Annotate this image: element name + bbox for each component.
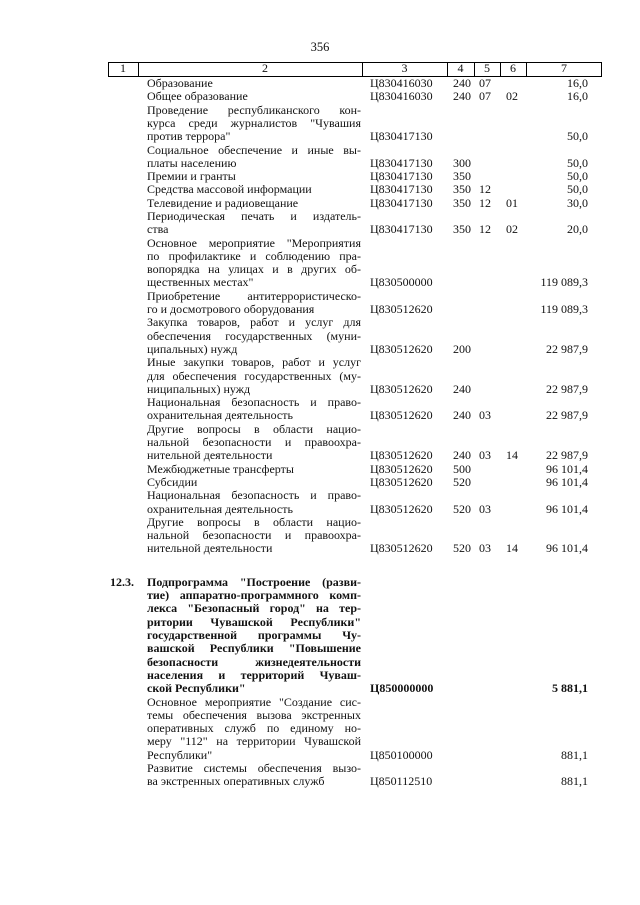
- row-expense-group: 240: [453, 448, 471, 463]
- table-row: [0, 476, 640, 489]
- row-name: [147, 696, 361, 762]
- row-name: [147, 237, 361, 290]
- row-name-line: лекса "Безопасный город" на тер-: [147, 601, 361, 616]
- table-row: [0, 290, 640, 317]
- row-expense-group: 240: [453, 408, 471, 423]
- row-name-line: Иные закупки товаров, работ и услуг: [147, 355, 361, 370]
- row-code: Ц830512620: [370, 381, 433, 396]
- table-row: [0, 210, 640, 237]
- row-amount: 30,0: [567, 195, 588, 210]
- row-amount: 50,0: [567, 169, 588, 184]
- row-amount: 50,0: [567, 155, 588, 170]
- row-section: 12: [479, 195, 491, 210]
- row-name: [147, 104, 361, 144]
- row-name-line: Национальная безопасность и право-: [147, 488, 361, 503]
- row-name: [147, 170, 361, 183]
- row-name-line: нальной безопасности и правоохра-: [147, 435, 361, 450]
- row-code: Ц850100000: [370, 747, 433, 762]
- row-code: Ц830500000: [370, 275, 433, 290]
- row-expense-group: 520: [453, 475, 471, 489]
- row-section: 03: [479, 541, 491, 556]
- table-row: [0, 423, 640, 463]
- row-name: [147, 183, 361, 196]
- row-name-line: ритории Чувашской Республики": [147, 614, 361, 629]
- row-code: Ц830417130: [370, 222, 433, 237]
- row-name: [147, 576, 361, 696]
- row-expense-group: 200: [453, 341, 471, 356]
- row-name-line: ниципальных) нужд: [147, 381, 251, 396]
- table-row: [0, 396, 640, 423]
- row-name-line: Другие вопросы в области нацио-: [147, 514, 361, 529]
- row-section: 07: [479, 76, 491, 90]
- row-name: [147, 144, 361, 171]
- row-code: Ц830512620: [370, 461, 433, 476]
- table-row: [0, 170, 640, 183]
- row-amount: 50,0: [567, 129, 588, 144]
- row-code: Ц830512620: [370, 475, 433, 489]
- header-col-3: 3: [401, 61, 408, 75]
- table-row: [0, 516, 640, 556]
- row-section: 07: [479, 89, 491, 104]
- row-name: [147, 423, 361, 463]
- row-name-line: Межбюджетные трансферты: [147, 461, 294, 476]
- table-row: [0, 463, 640, 476]
- row-expense-group: 350: [453, 169, 471, 184]
- row-expense-group: 520: [453, 501, 471, 516]
- row-name-line: Национальная безопасность и право-: [147, 395, 361, 410]
- row-name-line: обеспечения государственных (муни-: [147, 328, 361, 343]
- table-row: [0, 696, 640, 763]
- row-name-line: нительной деятельности: [147, 541, 273, 556]
- row-expense-group: 350: [453, 195, 471, 210]
- row-name-line: платы населению: [147, 155, 237, 170]
- row-name: [147, 197, 361, 210]
- row-name: [147, 489, 361, 516]
- row-name-line: Средства массовой информации: [147, 182, 312, 197]
- row-amount: 119 089,3: [540, 275, 588, 290]
- row-amount: 881,1: [561, 747, 588, 762]
- table-row: [0, 144, 640, 171]
- header-col-2: 2: [262, 61, 268, 75]
- row-subsection: 01: [506, 195, 518, 210]
- row-name-line: Проведение республиканского кон-: [147, 102, 361, 117]
- row-code: Ц830512620: [370, 302, 433, 317]
- row-code: Ц830416030: [370, 76, 433, 90]
- row-name-line: Периодическая печать и издатель-: [147, 209, 361, 223]
- row-name: [147, 77, 361, 90]
- row-name-line: Основное мероприятие "Создание сис-: [147, 694, 361, 709]
- row-name: [147, 516, 361, 556]
- row-name-line: Подпрограмма "Построение (разви-: [147, 574, 361, 589]
- row-expense-group: 350: [453, 182, 471, 197]
- row-name: [147, 396, 361, 423]
- row-code: Ц830417130: [370, 182, 433, 197]
- row-name-line: Закупка товаров, работ и услуг для: [147, 315, 361, 330]
- row-amount: 96 101,4: [546, 475, 588, 489]
- row-name-line: Республики": [147, 747, 213, 762]
- row-name-line: нительной деятельности: [147, 448, 273, 463]
- row-expense-group: 300: [453, 155, 471, 170]
- header-col-4: 4: [457, 61, 464, 75]
- row-name-line: щественных местах": [147, 275, 254, 290]
- row-amount: 881,1: [561, 774, 588, 789]
- row-section: 03: [479, 501, 491, 516]
- header-col-6: 6: [510, 61, 516, 75]
- row-name-line: Телевидение и радиовещание: [147, 195, 299, 210]
- row-name-line: для обеспечения государственных (му-: [147, 368, 361, 383]
- row-number: 12.3.: [110, 574, 134, 589]
- row-name-line: Премии и гранты: [147, 169, 236, 184]
- row-amount: 96 101,4: [546, 501, 588, 516]
- table-row: [0, 104, 640, 144]
- row-name-line: Развитие системы обеспечения вызо-: [147, 761, 361, 775]
- row-amount: 119 089,3: [540, 302, 588, 317]
- header-col-1: 1: [120, 61, 126, 75]
- row-expense-group: 520: [453, 541, 471, 556]
- row-subsection: 14: [506, 448, 518, 463]
- row-amount: 50,0: [567, 182, 588, 197]
- row-code: Ц830512620: [370, 341, 433, 356]
- table-row: [0, 183, 640, 196]
- row-name-line: Основное мероприятие "Мероприятия: [147, 235, 361, 250]
- row-code: Ц830417130: [370, 195, 433, 210]
- header-col-7: 7: [561, 61, 567, 75]
- row-name-line: Субсидии: [147, 475, 198, 489]
- row-name-line: по профилактике и соблюдению пра-: [147, 248, 361, 263]
- row-section: 03: [479, 448, 491, 463]
- row-amount: 96 101,4: [546, 461, 588, 476]
- row-name-line: оперативных служб по единому но-: [147, 721, 361, 736]
- row-amount: 16,0: [567, 89, 588, 104]
- header-col-5: 5: [484, 61, 490, 75]
- row-code: Ц830416030: [370, 89, 433, 104]
- row-name-line: ципальных) нужд: [147, 341, 238, 356]
- row-name-line: против террора": [147, 129, 231, 144]
- row-name: [147, 290, 361, 317]
- table-row: [0, 356, 640, 396]
- row-section: 12: [479, 182, 491, 197]
- row-amount: 22 987,9: [546, 408, 588, 423]
- row-expense-group: 350: [453, 222, 471, 237]
- table-header: [108, 62, 602, 77]
- row-name: [147, 316, 361, 356]
- row-name: [147, 356, 361, 396]
- row-code: Ц830417130: [370, 169, 433, 184]
- row-expense-group: 240: [453, 76, 471, 90]
- row-name-line: нальной безопасности и правоохра-: [147, 528, 361, 543]
- row-amount: 96 101,4: [546, 541, 588, 556]
- row-name-line: охранительная деятельность: [147, 501, 293, 516]
- table-row: [0, 77, 640, 90]
- row-name-line: Общее образование: [147, 89, 248, 104]
- table-row: [0, 90, 640, 103]
- row-expense-group: 240: [453, 89, 471, 104]
- row-amount: 22 987,9: [546, 381, 588, 396]
- row-name-line: тие) аппаратно-программного комп-: [147, 588, 361, 603]
- row-code: Ц830512620: [370, 541, 433, 556]
- row-name-line: курса среди журналистов "Чувашия: [147, 115, 361, 130]
- row-expense-group: 500: [453, 461, 471, 476]
- row-subsection: 14: [506, 541, 518, 556]
- row-code: Ц830512620: [370, 408, 433, 423]
- row-name: [147, 476, 361, 489]
- table-row: [0, 197, 640, 210]
- row-name-line: меру "112" на территории Чувашской: [147, 734, 361, 749]
- row-name-line: ской Республики": [147, 681, 246, 696]
- row-subsection: 02: [506, 89, 518, 104]
- page-number: 356: [310, 40, 330, 54]
- row-name-line: Образование: [147, 76, 213, 90]
- row-name: [147, 210, 361, 237]
- row-name-line: безопасности жизнедеятельности: [147, 654, 361, 669]
- row-name: [147, 90, 361, 103]
- row-code: Ц850112510: [370, 774, 433, 789]
- row-name-line: вашской Республики "Повышение: [147, 641, 361, 656]
- table-row: [0, 316, 640, 356]
- row-amount: 22 987,9: [546, 341, 588, 356]
- row-subsection: 02: [506, 222, 518, 237]
- row-amount: 16,0: [567, 76, 588, 90]
- row-name-line: ва экстренных оперативных служб: [147, 774, 325, 789]
- row-expense-group: 240: [453, 381, 471, 396]
- row-name-line: Приобретение антитеррористическо-: [147, 288, 361, 303]
- row-section: 03: [479, 408, 491, 423]
- table-row: [0, 576, 640, 696]
- row-name-line: охранительная деятельность: [147, 408, 293, 423]
- row-code: Ц830417130: [370, 155, 433, 170]
- row-code: Ц830512620: [370, 448, 433, 463]
- row-code: Ц850000000: [370, 681, 434, 696]
- row-code: Ц830417130: [370, 129, 433, 144]
- row-name-line: Социальное обеспечение и иные вы-: [147, 142, 361, 157]
- row-name-line: населения и территорий Чуваш-: [147, 667, 361, 682]
- row-name-line: государственной программы Чу-: [147, 627, 361, 642]
- table-row: [0, 762, 640, 789]
- row-name-line: го и досмотрового оборудования: [147, 302, 315, 317]
- row-name-line: ства: [147, 222, 169, 237]
- row-code: Ц830512620: [370, 501, 433, 516]
- table-row: [0, 489, 640, 516]
- row-section: 12: [479, 222, 491, 237]
- row-amount: 22 987,9: [546, 448, 588, 463]
- row-amount: 5 881,1: [552, 681, 588, 696]
- row-name-line: темы обеспечения вызова экстренных: [147, 707, 361, 722]
- row-name-line: Другие вопросы в области нацио-: [147, 421, 361, 436]
- row-name-line: вопорядка на улицах и в других об-: [147, 262, 361, 277]
- row-name: [147, 463, 361, 476]
- table-row: [0, 237, 640, 290]
- row-amount: 20,0: [567, 222, 588, 237]
- row-name: [147, 762, 361, 789]
